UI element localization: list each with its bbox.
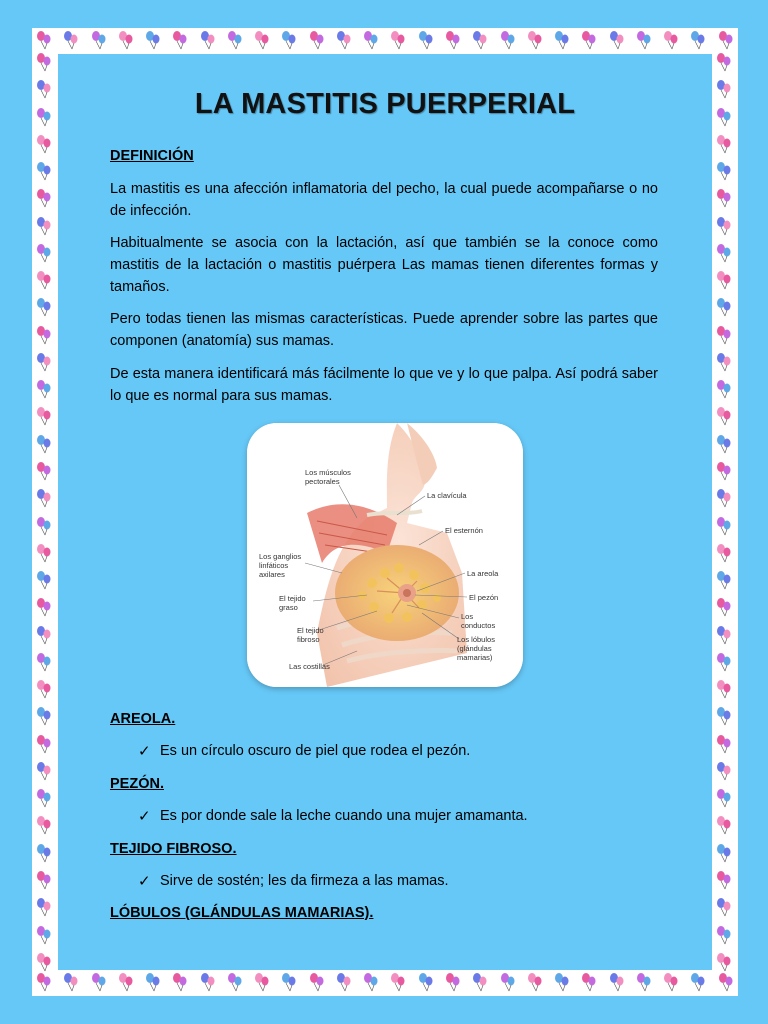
balloon-icon [334,972,354,992]
balloon-icon [34,297,54,317]
balloon-border-right [714,52,736,972]
balloon-icon [34,897,54,917]
label-conductos-1: Los [461,612,474,621]
balloon-icon [34,134,54,154]
balloon-icon [361,972,381,992]
balloon-icon [714,815,734,835]
balloon-icon [714,434,734,454]
bullet-areola [138,742,470,760]
balloon-icon [34,243,54,263]
balloon-icon [714,243,734,263]
balloon-icon [34,788,54,808]
balloon-icon [716,972,736,992]
balloon-icon [714,570,734,590]
balloon-icon [334,30,354,50]
balloon-icon [579,30,599,50]
balloon-border-left [34,52,56,972]
bullet-tejido-fibroso [138,872,449,890]
balloon-icon [34,815,54,835]
balloon-icon [34,52,54,72]
balloon-icon [34,488,54,508]
balloon-icon [34,79,54,99]
balloon-icon [714,297,734,317]
balloon-icon [198,972,218,992]
balloon-icon [170,30,190,50]
balloon-icon [34,107,54,127]
balloon-icon [634,972,654,992]
balloon-icon [34,270,54,290]
section-heading-pezon: PEZÓN. [110,776,164,792]
balloon-icon [170,972,190,992]
balloon-icon [34,652,54,672]
balloon-icon [714,52,734,72]
balloon-icon [714,188,734,208]
balloon-icon [716,30,736,50]
balloon-icon [34,734,54,754]
balloon-icon [34,516,54,536]
definition-paragraph-1: La mastitis es una afección inflamatoria del pecho, la cual puede acompañarse o no de infección. [110,181,658,219]
balloon-icon [714,107,734,127]
bullet-pezon [138,807,528,825]
balloon-icon [714,379,734,399]
label-lobulos-3: mamarias) [457,653,493,662]
section-heading-tejido-fibroso: TEJIDO FIBROSO. [110,841,237,857]
balloon-icon [61,972,81,992]
balloon-icon [416,972,436,992]
balloon-icon [688,972,708,992]
balloon-icon [252,30,272,50]
balloon-icon [607,30,627,50]
balloon-icon [661,30,681,50]
bullet-text-pezon: Es por donde sale la leche cuando una mujer amamanta. [160,808,528,824]
breast-anatomy-illustration [247,423,523,687]
balloon-icon [279,972,299,992]
balloon-icon [714,952,734,972]
section-heading-lobulos: LÓBULOS (GLÁNDULAS MAMARIAS). [110,905,374,921]
balloon-icon [714,516,734,536]
balloon-icon [714,925,734,945]
balloon-icon [714,406,734,426]
balloon-icon [714,652,734,672]
balloon-icon [443,30,463,50]
balloon-icon [361,30,381,50]
balloon-icon [552,972,572,992]
balloon-border-top [34,30,736,52]
balloon-icon [34,461,54,481]
balloon-icon [443,972,463,992]
balloon-icon [498,972,518,992]
balloon-icon [714,270,734,290]
balloon-icon [714,597,734,617]
check-icon: ✓ [138,873,151,890]
balloon-icon [388,972,408,992]
balloon-icon [607,972,627,992]
label-clavicula: La clavícula [427,491,467,500]
check-icon: ✓ [138,808,151,825]
balloon-icon [688,30,708,50]
balloon-icon [34,972,54,992]
label-pezon: El pezón [469,593,499,602]
label-tejido-fibroso-1: El tejido [297,626,324,635]
balloon-border-bottom [34,972,736,994]
balloon-icon [89,972,109,992]
balloon-icon [634,30,654,50]
label-lobulos-1: Los lóbulos [457,635,495,644]
balloon-icon [34,925,54,945]
bullet-text-areola: Es un círculo oscuro de piel que rodea el pezón. [160,743,471,759]
label-costillas: Las costillas [289,662,330,671]
definition-heading: DEFINICIÓN [110,148,194,164]
balloon-icon [34,597,54,617]
balloon-icon [34,543,54,563]
balloon-icon [661,972,681,992]
balloon-icon [34,406,54,426]
check-icon: ✓ [138,743,151,760]
label-areola: La areola [467,569,499,578]
label-ganglios-1: Los ganglios [259,552,302,561]
balloon-icon [714,488,734,508]
balloon-icon [34,952,54,972]
definition-paragraph-4: De esta manera identificará más fácilmente lo que ve y lo que palpa. Así podrá saber lo que es normal para sus mamas. [110,366,658,404]
label-musculos-1: Los músculos [305,468,351,477]
balloon-icon [34,216,54,236]
balloon-icon [34,325,54,345]
label-tejido-graso-2: graso [279,603,298,612]
balloon-icon [470,972,490,992]
balloon-icon [714,788,734,808]
balloon-icon [552,30,572,50]
label-tejido-fibroso-2: fibroso [297,635,320,644]
anatomy-drawing [247,423,523,687]
label-lobulos-2: (glándulas [457,644,492,653]
definition-paragraph-3: Pero todas tienen las mismas características. Puede aprender sobre las partes que componen (anatomía) sus mamas. [110,311,658,349]
balloon-icon [34,706,54,726]
balloon-icon [416,30,436,50]
balloon-icon [143,30,163,50]
balloon-icon [307,972,327,992]
balloon-icon [714,870,734,890]
balloon-icon [34,434,54,454]
balloon-icon [714,461,734,481]
balloon-icon [470,30,490,50]
balloon-icon [714,216,734,236]
balloon-icon [714,352,734,372]
balloon-icon [225,972,245,992]
balloon-icon [198,30,218,50]
balloon-icon [34,761,54,781]
balloon-icon [34,843,54,863]
balloon-icon [714,897,734,917]
balloon-icon [225,30,245,50]
balloon-icon [34,570,54,590]
balloon-icon [34,679,54,699]
balloon-icon [34,352,54,372]
label-tejido-graso-1: El tejido [279,594,306,603]
page-title: LA MASTITIS PUERPERIAL [194,88,576,120]
balloon-icon [34,870,54,890]
balloon-icon [143,972,163,992]
balloon-icon [714,761,734,781]
label-musculos-2: pectorales [305,477,340,486]
balloon-icon [525,972,545,992]
balloon-icon [714,625,734,645]
balloon-icon [307,30,327,50]
balloon-icon [116,972,136,992]
balloon-icon [714,325,734,345]
balloon-icon [34,625,54,645]
balloon-icon [714,79,734,99]
balloon-icon [89,30,109,50]
balloon-icon [498,30,518,50]
balloon-icon [61,30,81,50]
balloon-icon [714,679,734,699]
label-ganglios-2: linfáticos [259,561,289,570]
balloon-icon [279,30,299,50]
balloon-icon [34,30,54,50]
balloon-icon [116,30,136,50]
label-ganglios-3: axilares [259,570,285,579]
balloon-icon [34,188,54,208]
definition-paragraph-2: Habitualmente se asocia con la lactación, así que también se la conoce como mastitis de la lactación o mastitis puérpera Las mamas tienen diferentes formas y tamaños. [110,235,658,295]
balloon-icon [714,734,734,754]
balloon-icon [714,161,734,181]
balloon-icon [714,706,734,726]
balloon-icon [714,543,734,563]
balloon-icon [714,134,734,154]
balloon-icon [252,972,272,992]
label-esternon: El esternón [445,526,483,535]
section-heading-areola: AREOLA. [110,711,176,727]
balloon-icon [34,379,54,399]
balloon-icon [525,30,545,50]
label-conductos-2: conductos [461,621,496,630]
balloon-icon [34,161,54,181]
bullet-text-tejido-fibroso: Sirve de sostén; les da firmeza a las mamas. [160,873,449,889]
balloon-icon [579,972,599,992]
balloon-icon [388,30,408,50]
balloon-icon [714,843,734,863]
